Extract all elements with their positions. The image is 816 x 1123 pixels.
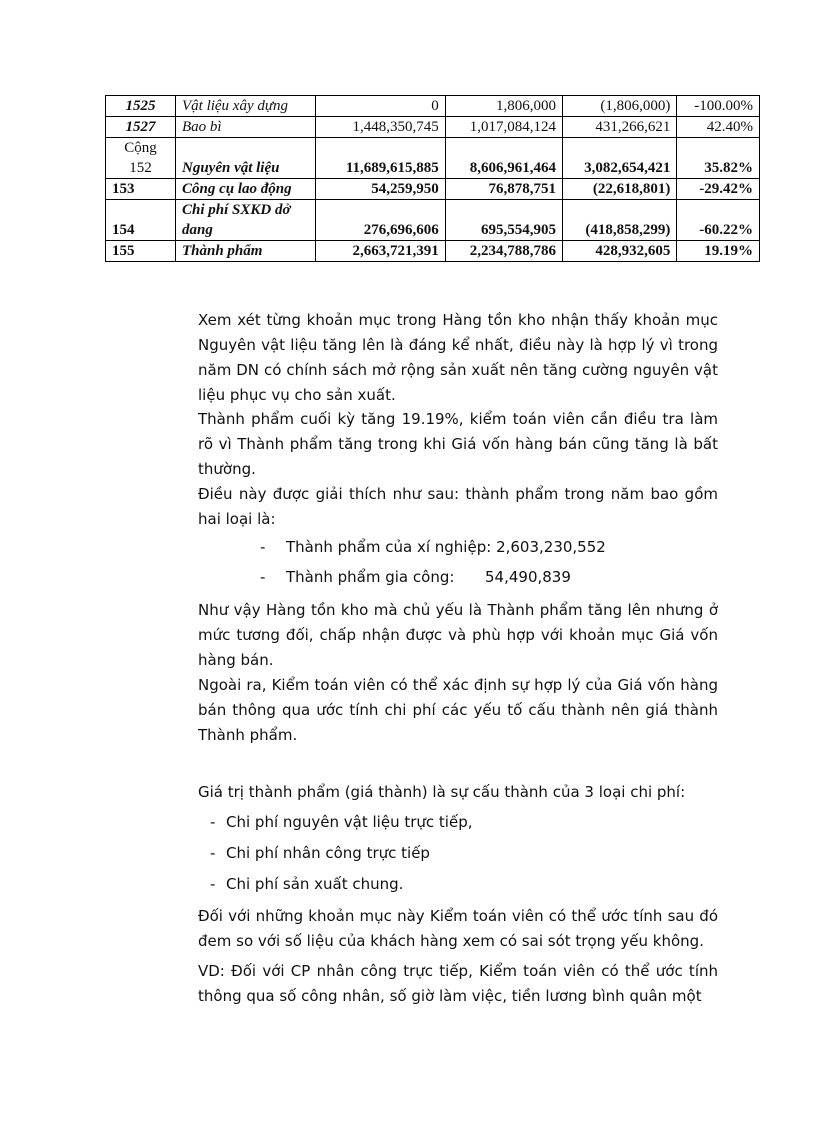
paragraph: Điều này được giải thích như sau: thành phẩm trong năm bao gồm hai loại là: <box>198 485 718 528</box>
list-item: - Thành phẩm gia công: <box>260 568 455 586</box>
paragraph: Giá trị thành phẩm (giá thành) là sự cấu thành của 3 loại chi phí: <box>198 783 686 801</box>
value-cell: 428,932,605 <box>563 241 677 262</box>
value-cell: 54,259,950 <box>315 179 445 200</box>
account-name: Bao bì <box>175 117 315 138</box>
list-item-value: 54,490,839 <box>485 568 571 586</box>
name-line: Chi phí SXKD dở <box>181 202 291 218</box>
value-cell: -29.42% <box>677 179 760 200</box>
value-cell: 11,689,615,885 <box>315 138 445 179</box>
list-item: - Chi phí nguyên vật liệu trực tiếp, <box>210 813 473 831</box>
list-item-label: Chi phí sản xuất chung. <box>226 875 404 893</box>
value-cell: 276,696,606 <box>315 200 445 241</box>
account-code: 1525 <box>106 96 176 117</box>
table-row <box>106 179 760 200</box>
paragraph: Thành phẩm cuối kỳ tăng 19.19%, kiểm toán viên cần điều tra làm rõ vì Thành phẩm tăng trong khi Giá vốn hàng bán cũng tăng là bất thường. <box>198 410 718 478</box>
list-item: - Chi phí nhân công trực tiếp <box>210 844 430 862</box>
value-cell: (22,618,801) <box>563 179 677 200</box>
value-cell: (418,858,299) <box>563 200 677 241</box>
account-code: 1527 <box>106 117 176 138</box>
paragraph: Xem xét từng khoản mục trong Hàng tồn kho nhận thấy khoản mục Nguyên vật liệu tăng lên là đáng kể nhất, điều này là hợp lý vì trong năm DN có chính sách mở rộng sản xuất nên tăng cường nguyên vật liệu phục vụ cho sản xuất. <box>198 311 718 404</box>
code-line: Cộng <box>124 140 157 156</box>
account-code: 154 <box>106 200 176 241</box>
table-row <box>106 117 760 138</box>
value-cell: 42.40% <box>677 117 760 138</box>
account-name <box>175 200 315 241</box>
value-cell: 8,606,961,464 <box>445 138 562 179</box>
list-item-label: Chi phí nhân công trực tiếp <box>226 844 430 862</box>
list-item-label: Chi phí nguyên vật liệu trực tiếp, <box>226 813 473 831</box>
value-cell: 3,082,654,421 <box>563 138 677 179</box>
name-line: dang <box>181 222 213 238</box>
value-cell: -100.00% <box>677 96 760 117</box>
value-cell: (1,806,000) <box>563 96 677 117</box>
value-cell: 1,806,000 <box>445 96 562 117</box>
value-cell: 2,234,788,786 <box>445 241 562 262</box>
list-item: - Thành phẩm của xí nghiệp: 2,603,230,552 <box>260 538 606 556</box>
value-cell: 695,554,905 <box>445 200 562 241</box>
table-row <box>106 138 760 179</box>
table-row <box>106 96 760 117</box>
paragraph: VD: Đối với CP nhân công trực tiếp, Kiểm toán viên có thể ước tính thông qua số công nhân, số giờ làm việc, tiền lương bình quân một <box>198 962 718 1005</box>
account-name: Thành phẩm <box>175 241 315 262</box>
account-name: Công cụ lao động <box>175 179 315 200</box>
table-row <box>106 200 760 241</box>
account-name: Nguyên vật liệu <box>175 138 315 179</box>
list-item: - Chi phí sản xuất chung. <box>210 875 404 893</box>
table-row <box>106 241 760 262</box>
value-cell: 76,878,751 <box>445 179 562 200</box>
value-cell: 1,017,084,124 <box>445 117 562 138</box>
account-code: 153 <box>106 179 176 200</box>
value-cell: 431,266,621 <box>563 117 677 138</box>
account-code: 155 <box>106 241 176 262</box>
code-line: 152 <box>129 160 152 176</box>
account-name: Vật liệu xây dựng <box>175 96 315 117</box>
value-cell: 35.82% <box>677 138 760 179</box>
list-item-value: 2,603,230,552 <box>496 538 606 556</box>
value-cell: -60.22% <box>677 200 760 241</box>
paragraph: Ngoài ra, Kiểm toán viên có thể xác định sự hợp lý của Giá vốn hàng bán thông qua ước tính chi phí các yếu tố cấu thành nên giá thành Thành phẩm. <box>198 676 718 744</box>
list-item-label: Thành phẩm gia công: <box>286 568 455 586</box>
list-item-label: Thành phẩm của xí nghiệp: <box>286 538 492 556</box>
inventory-table <box>105 95 760 262</box>
value-cell: 2,663,721,391 <box>315 241 445 262</box>
value-cell: 19.19% <box>677 241 760 262</box>
paragraph: Như vậy Hàng tồn kho mà chủ yếu là Thành phẩm tăng lên nhưng ở mức tương đối, chấp nhận được và phù hợp với khoản mục Giá vốn hàng bán. <box>198 601 718 669</box>
value-cell: 1,448,350,745 <box>315 117 445 138</box>
value-cell: 0 <box>315 96 445 117</box>
account-code <box>106 138 176 179</box>
paragraph: Đối với những khoản mục này Kiểm toán viên có thể ước tính sau đó đem so với số liệu của khách hàng xem có sai sót trọng yếu không. <box>198 907 718 950</box>
